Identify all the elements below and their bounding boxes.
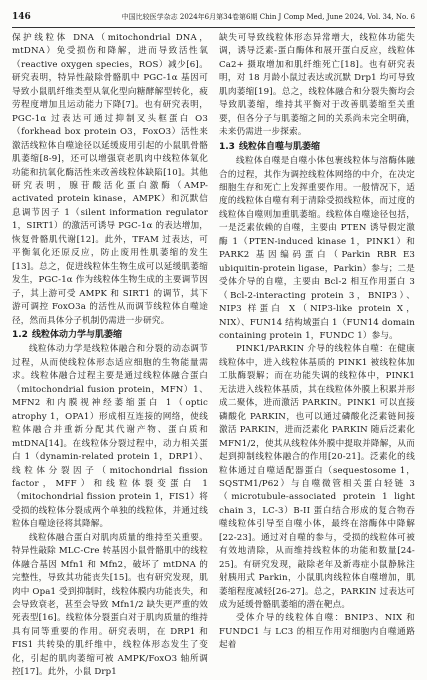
paragraph-drp1: 缺失可导致线粒体形态异常增大，线粒体功能失调，诱导泛素-蛋白酶体和展开蛋白反应，线粒体 Ca2+ 摄取增加和肌纤维死亡[18]。也有研究表明，对 18 月龄小鼠过表达或沉默 Drp1 均可导致肌肉萎缩[19]。总之，线粒体融合和分裂失衡均会导致肌萎缩，维持其平衡对于改善肌萎缩至关重要，但各分子与肌萎缩之间的关系尚未完全明确，未来仍需进一步探索。 — [219, 33, 415, 138]
header-rule — [12, 27, 415, 28]
section-title: 线粒体动力学与肌萎缩 — [31, 329, 122, 340]
paragraph-mitophagy: 线粒体自噬是自噬小体包裹线粒体与溶酶体融合的过程，其作为调控线粒体网络的中介，在决定细胞生存和死亡上发挥重要作用。一般情况下，适度的线粒体自噬有利于清除受损线粒体，而过度的线粒体自噬则加重肌萎缩。线粒体自噬途径包括，一是泛素依赖的自噬，主要由 PTEN 诱导假定激酶 1（PTEN-induced kinase 1，PINK1）和 PARK2 基因编码蛋白（Parkin RBR E3 ubiquitin-protein ligase，Parkin）参与；二是受体介导的自噬，主要由 Bcl-2 相互作用蛋白 3（Bcl-2-interacting protein 3，BNIP3）、NIP3 样蛋白 X（NIP3-like protein X，NIX）、FUN14 结构域蛋白 1（FUN14 domain containing protein 1，FUNDC 1）参与。 — [219, 156, 415, 341]
section-heading-1-2 — [12, 329, 208, 342]
paragraph-pgc1a: 保护线粒体 DNA（mitochondrial DNA，mtDNA）免受损伤和降解，进而导致活性氧（reactive oxygen species，ROS）减少[6]。研究表明，特异性敲除骨骼肌中 PGC-1α 基因可导致小鼠肌纤维类型从氧化型向糖酵解型转化，疲劳程度增加且运动能力下降[7]。也有研究表明，PGC-1α 过表达可通过抑制叉头框蛋白 O3（forkhead box protein O3，FoxO3）活性来激活线粒体自噬途径以延缓废用引起的小鼠肌骨骼肌萎缩[8-9]，还可以增强衰老肌肉中线粒体氧化功能和抗氧化酶活性来改善线粒体缺陷[10]。其他研究表明，腺苷酸活化蛋白激酶（AMP-activated protein kinase，AMPK）和沉默信息调节因子 1（silent information regulator 1，SIRT1）的激活可诱导 PGC-1α 的表达增加，恢复骨骼肌代谢[12]。此外，TFAM 过表达，可平衡氧化还原反应，防止废用性肌萎缩的发生[13]。总之，促进线粒体生物生成可以延缓肌萎缩发生，PGC-1α 作为线粒体生物生成的主要调节因子，其上游可受 AMPK 和 SIRT1 的调节，其下游可调控 FoxO3a 的活性从而调节线粒体自噬途径，然而具体分子机制仍需进一步研究。 — [12, 33, 208, 326]
section-heading-1-3 — [219, 141, 415, 154]
right-column — [219, 32, 415, 651]
paragraph-dynamics: 线粒体动力学是线粒体融合和分裂的动态调节过程，从而使线粒体形态适应细胞的生物能量需求。线粒体融合过程主要是通过线粒体融合蛋白（mitochondrial fusion protein，MFN）1、MFN2 和内膜视神经萎缩蛋白 1（optic atrophy 1，OPA1）形成相互连接的网络，使线粒体融合并重新分配其代谢产物、蛋白质和 mtDNA[14]。在线粒体分裂过程中，动力相关蛋白 1（dynamin-related protein 1，DRP1）、线粒体分裂因子（mitochondrial fission factor，MFF）和线粒体裂变蛋白 1（mitochondrial fission protein 1，FIS1）将受损的线粒体分裂成两个单独的线粒体，并通过线粒体自噬途径将其降解。 — [12, 344, 208, 530]
running-header — [12, 10, 415, 24]
section-number: 1.2 — [12, 329, 28, 340]
journal-info: 中国比较医学杂志 2024年6月第34卷第6期 Chin J Comp Med, June 2024, Vol. 34, No. 6 — [121, 13, 415, 21]
paragraph-pink1-parkin: PINK1/PARKIN 介导的线粒体自噬：在健康线粒体中，进入线粒体基质的 PINK1 被线粒体加工肽酶裂解；而在功能失调的线粒体中，PINK1 无法进入线粒体基质，其在线粒体外膜上积累并形成二聚体，进而激活 PARKIN。PINK1 可以直接磷酸化 PARKIN，也可以通过磷酸化泛素链间接激活 PARKIN，进而泛素化 PARKIN 随后泛素化 MFN1/2，使其从线粒体外膜中提取并降解，从而起到抑制线粒体融合的作用[20-21]。泛素化的线粒体通过自噬适配器蛋白（sequestosome 1，SQSTM1/P62）与自噬微管相关蛋白轻链 3（microtubule-associated protein 1 light chain 3，LC-3）B-II 蛋白结合形成的复合物吞噬线粒体引导至自噬小体，最终在溶酶体中降解[22-23]。通过对自噬的参与，受损的线粒体可被有效地清除，从而维持线粒体的功能和数量[24-25]。有研究发现，敲除老年及新毒症小鼠静脉注射胰用式 Parkin，小鼠肌肉线粒体自噬增加，肌萎缩程度减轻[26-27]。总之，PARKIN 过表达可成为延缓骨骼肌萎缩的潜在靶点。 — [219, 344, 415, 611]
left-column — [12, 32, 208, 678]
paragraph-receptor-mediated: 受体介导的线粒体自噬：BNIP3、NIX 和 FUNDC1 与 LC3 的相互作用对细胞内自噬通路起着 — [219, 613, 415, 651]
section-title: 线粒体自噬与肌萎缩 — [238, 141, 320, 152]
paragraph-fusion-proteins: 线粒体融合蛋白对肌肉质量的维持至关重要。特异性敲除 MLC-Cre 转基因小鼠骨骼肌中的线粒体融合基因 Mfn1 和 Mfn2，破坏了 mtDNA 的完整性，导致其功能丧失[15]。也有研究发现，肌肉中 Opa1 受到抑制时，线粒体膜内功能丧失，和会导致衰老，甚至会导致 Mfn1/2 缺失更严重的效死表型[16]。线粒体分裂蛋白对于肌肉质量的维持具有同等重要的作用。研究表明，在 DRP1 和 FIS1 共转染的肌纤维中，线粒体形态发生了变化，引起的肌肉萎缩可被 AMPK/FoxO3 轴所调控[17]。此外，小鼠 Drp1 — [12, 532, 208, 678]
page-number: 146 — [12, 12, 31, 22]
section-number: 1.3 — [219, 141, 235, 152]
